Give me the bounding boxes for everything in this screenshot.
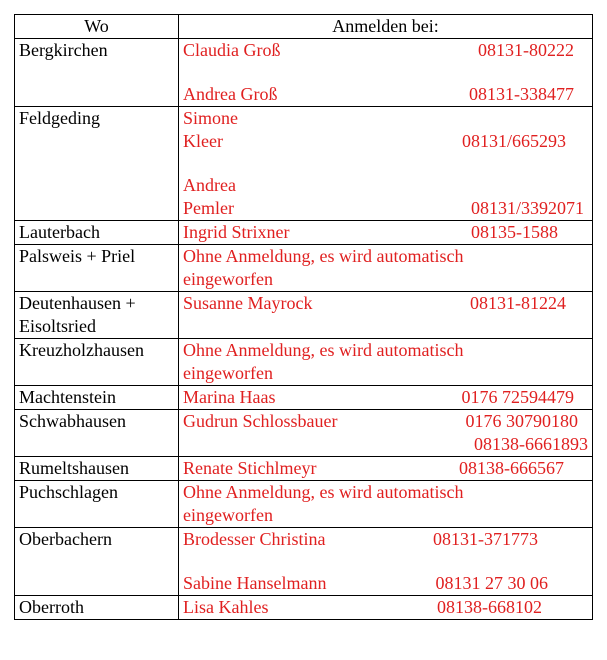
location-cell: Oberroth <box>15 596 179 620</box>
contact-phone: 08131-80222 <box>478 40 574 60</box>
contact-name: Susanne Mayrock <box>183 293 313 313</box>
location-cell: Puchschlagen <box>15 481 179 528</box>
contact-phone: 08138-668102 <box>437 597 542 617</box>
contact-phone: 0176 72594479 <box>461 387 574 407</box>
location-cell: Bergkirchen <box>15 39 179 107</box>
table-row <box>15 596 593 620</box>
contact-cell <box>179 339 593 386</box>
contact-name: Lisa Kahles <box>183 597 269 617</box>
contact-phone: 08131-81224 <box>470 293 566 313</box>
contact-name: Marina Haas <box>183 387 276 407</box>
contact-name: Gudrun Schlossbauer <box>183 411 338 431</box>
contact-name: Sabine Hanselmann <box>183 573 327 593</box>
contact-phone: 08131/665293 <box>461 131 566 151</box>
location-cell: Oberbachern <box>15 528 179 596</box>
contact-name: Renate Stichlmeyr <box>183 458 317 478</box>
contact-phone: 08131 27 30 06 <box>435 573 548 593</box>
contact-phone: 08135-1588 <box>471 222 558 242</box>
contact-phone: 08138-6661893 <box>474 434 588 454</box>
location-cell: Kreuzholzhausen <box>15 339 179 386</box>
note-line: Ohne Anmeldung, es wird automatisch <box>183 482 464 502</box>
location-cell: Schwabhausen <box>15 410 179 457</box>
contact-phone: 08131/3392071 <box>470 198 584 218</box>
table-row <box>15 39 593 107</box>
contact-cell <box>179 39 593 107</box>
contact-phone: 08131-371773 <box>433 529 538 549</box>
contact-name: Brodesser Christina <box>183 529 326 549</box>
table-row <box>15 410 593 457</box>
contact-cell <box>179 481 593 528</box>
table-row <box>15 481 593 528</box>
note-line: eingeworfen <box>183 505 273 525</box>
note-line: Ohne Anmeldung, es wird automatisch <box>183 340 464 360</box>
table-row <box>15 339 593 386</box>
header-row <box>15 15 593 39</box>
contact-cell <box>179 457 593 481</box>
table-row <box>15 221 593 245</box>
location-cell <box>15 292 179 339</box>
contact-name: Andrea Groß <box>183 84 278 104</box>
header-anmelden: Anmelden bei: <box>179 15 593 39</box>
location-line: Eisoltsried <box>19 316 96 336</box>
contact-name: Claudia Groß <box>183 40 281 60</box>
table-row <box>15 386 593 410</box>
registration-table <box>14 14 593 620</box>
location-cell: Rumeltshausen <box>15 457 179 481</box>
location-cell: Palsweis + Priel <box>15 245 179 292</box>
contact-cell <box>179 292 593 339</box>
contact-name: Kleer <box>183 131 223 151</box>
table-row <box>15 107 593 221</box>
note-line: eingeworfen <box>183 269 273 289</box>
contact-cell <box>179 386 593 410</box>
location-cell: Feldgeding <box>15 107 179 221</box>
contact-cell <box>179 528 593 596</box>
contact-cell <box>179 410 593 457</box>
location-line: Deutenhausen + <box>19 293 136 313</box>
note-line: Ohne Anmeldung, es wird automatisch <box>183 246 464 266</box>
contact-name: Simone <box>183 108 239 128</box>
table-row <box>15 292 593 339</box>
contact-name: Ingrid Strixner <box>183 222 290 242</box>
contact-phone: 08138-666567 <box>459 458 564 478</box>
note-line: eingeworfen <box>183 363 273 383</box>
contact-name: Andrea <box>183 175 236 195</box>
location-cell: Machtenstein <box>15 386 179 410</box>
header-wo: Wo <box>15 15 179 39</box>
contact-cell <box>179 107 593 221</box>
table-row <box>15 457 593 481</box>
contact-phone: 0176 30790180 <box>465 411 578 431</box>
table-row <box>15 245 593 292</box>
location-cell: Lauterbach <box>15 221 179 245</box>
contact-name: Pemler <box>183 198 234 218</box>
contact-phone: 08131-338477 <box>469 84 574 104</box>
table-row <box>15 528 593 596</box>
contact-cell <box>179 596 593 620</box>
contact-cell <box>179 221 593 245</box>
contact-cell <box>179 245 593 292</box>
